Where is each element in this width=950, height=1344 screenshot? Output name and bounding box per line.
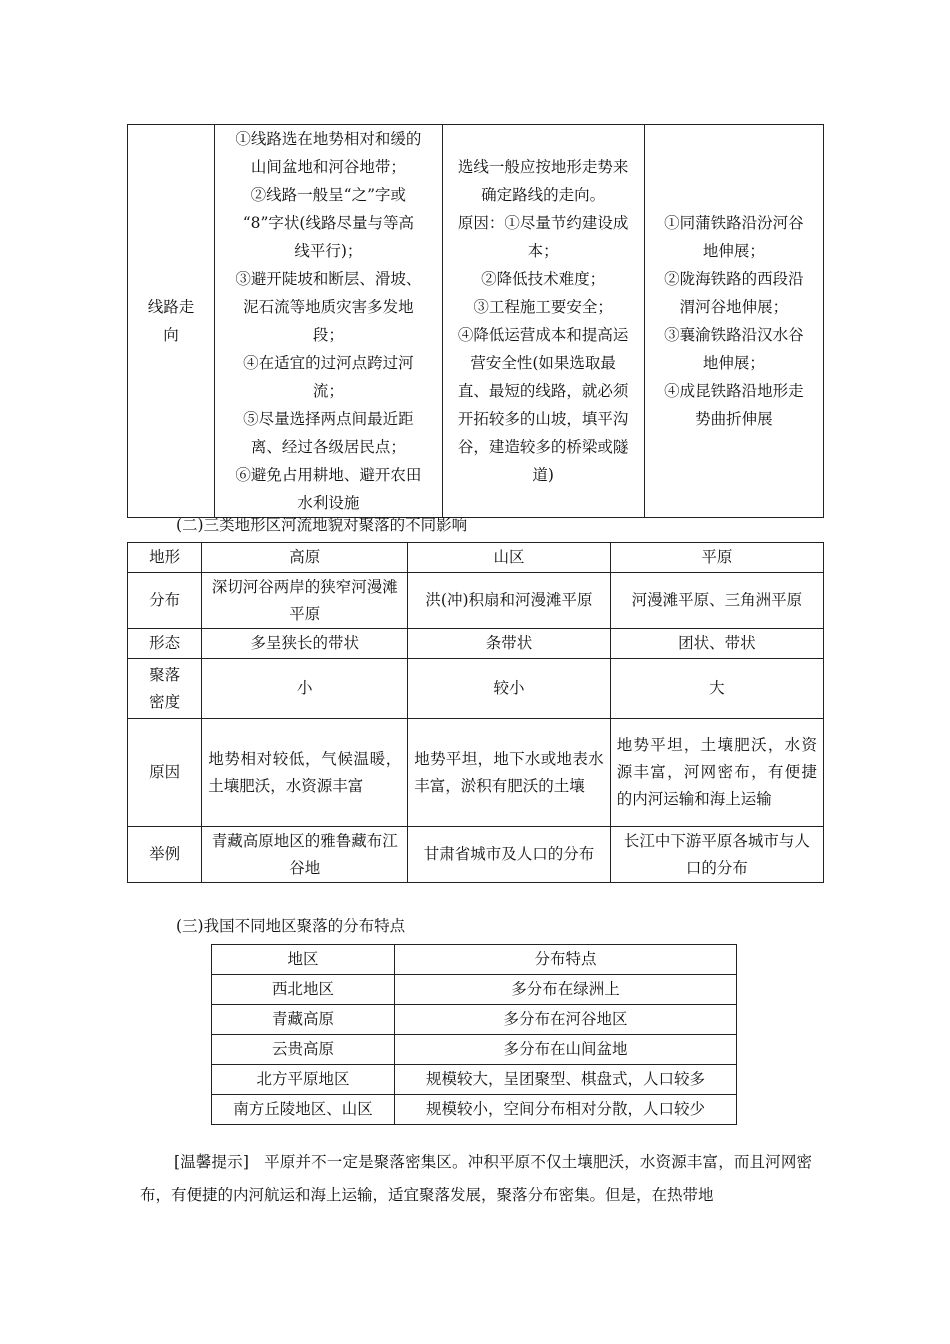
cell-line: ①线路选在地势相对和缓的 bbox=[235, 130, 422, 148]
cell-line: 形态 bbox=[149, 634, 181, 652]
cell-line: 地伸展； bbox=[702, 354, 765, 372]
table-row bbox=[212, 1005, 737, 1035]
table-cell: 多分布在河谷地区 bbox=[395, 1005, 737, 1035]
table-cell: 长江中下游平原各城市与人口的分布 bbox=[610, 827, 823, 883]
cell-line: ②降低技术难度； bbox=[481, 270, 606, 288]
tip-paragraph bbox=[140, 1146, 812, 1212]
table-cell: 大 bbox=[610, 659, 823, 719]
table-cell: 团状、带状 bbox=[610, 629, 823, 659]
section-title: (二)三类地形区河流地貌对聚落的不同影响 bbox=[176, 516, 468, 534]
cell-line: 分布 bbox=[149, 591, 181, 609]
cell-line: 流； bbox=[312, 382, 344, 400]
row-label-cell bbox=[128, 629, 202, 659]
table-cell: 地势相对较低，气候温暖，土壤肥沃，水资源丰富 bbox=[202, 719, 408, 827]
cell-line: 段； bbox=[312, 326, 344, 344]
header-cell: 高原 bbox=[202, 543, 408, 573]
reasons-cell bbox=[442, 125, 644, 518]
cell-line: “8”字状(线路尽量与等高 bbox=[242, 214, 414, 232]
table-cell: 小 bbox=[202, 659, 408, 719]
header-cell: 平原 bbox=[610, 543, 823, 573]
cell-line: 道) bbox=[532, 466, 554, 484]
header-cell: 地形 bbox=[128, 543, 202, 573]
cell-line: 举例 bbox=[149, 845, 181, 863]
table-cell: 规模较小，空间分布相对分散，人口较少 bbox=[395, 1095, 737, 1125]
table-row bbox=[212, 1095, 737, 1125]
cell-line: ⑥避免占用耕地、避开农田 bbox=[235, 466, 422, 484]
table-cell: 河漫滩平原、三角洲平原 bbox=[610, 573, 823, 629]
cell-line: 泥石流等地质灾害多发地 bbox=[243, 298, 414, 316]
cell-line: 营安全性(如果选取最 bbox=[470, 354, 616, 372]
cell-line: ③避开陡坡和断层、滑坡、 bbox=[235, 270, 422, 288]
tip-text: 平原并不一定是聚落密集区。冲积平原不仅土壤肥沃，水资源丰富，而且河网密布，有便捷的内河航运和海上运输，适宜聚落发展，聚落分布密集。但是，在热带地 bbox=[140, 1153, 812, 1204]
examples-cell bbox=[644, 125, 823, 518]
row-label-cell bbox=[128, 827, 202, 883]
table-row bbox=[212, 1035, 737, 1065]
table-row bbox=[212, 1065, 737, 1095]
cell-line: 开拓较多的山坡，填平沟 bbox=[457, 410, 629, 428]
table-cell: 西北地区 bbox=[212, 975, 395, 1005]
region-settlement-table bbox=[211, 944, 737, 1125]
header-cell: 山区 bbox=[408, 543, 610, 573]
table-row bbox=[128, 827, 824, 883]
table-cell: 条带状 bbox=[408, 629, 610, 659]
cell-line: ②线路一般呈“之”字或 bbox=[250, 186, 407, 204]
cell-line: 原因 bbox=[149, 763, 181, 781]
cell-line: ④降低运营成本和提高运 bbox=[457, 326, 629, 344]
landform-settlement-table bbox=[127, 542, 824, 883]
table-cell: 深切河谷两岸的狭窄河漫滩平原 bbox=[202, 573, 408, 629]
table-row bbox=[128, 573, 824, 629]
table-cell: 较小 bbox=[408, 659, 610, 719]
cell-line: ③襄渝铁路沿汉水谷 bbox=[664, 326, 804, 344]
cell-line: 向 bbox=[163, 326, 179, 344]
cell-line: 势曲折伸展 bbox=[695, 410, 773, 428]
cell-line: 山间盆地和河谷地带； bbox=[250, 158, 406, 176]
cell-line: 密度 bbox=[149, 692, 181, 711]
cell-line: 原因：①尽量节约建设成 bbox=[457, 214, 629, 232]
row-label-cell bbox=[128, 719, 202, 827]
row-label-cell bbox=[128, 659, 202, 719]
cell-line: ③工程施工要安全； bbox=[473, 298, 613, 316]
cell-line: 聚落 bbox=[149, 665, 181, 684]
table-cell: 地势平坦，地下水或地表水丰富，淤积有肥沃的土壤 bbox=[408, 719, 610, 827]
table-cell: 青藏高原地区的雅鲁藏布江谷地 bbox=[202, 827, 408, 883]
cell-line: 渭河谷地伸展； bbox=[679, 298, 789, 316]
header-cell: 地区 bbox=[212, 945, 395, 975]
route-direction-table bbox=[127, 124, 824, 518]
cell-line: 离、经过各级居民点； bbox=[250, 438, 406, 456]
cell-line: 水利设施 bbox=[297, 494, 360, 512]
row-header-cell bbox=[128, 125, 215, 518]
cell-line: ⑤尽量选择两点间最近距 bbox=[243, 410, 414, 428]
table-cell: 北方平原地区 bbox=[212, 1065, 395, 1095]
table-cell: 多分布在绿洲上 bbox=[395, 975, 737, 1005]
cell-line: 选线一般应按地形走势来 bbox=[457, 158, 629, 176]
cell-line: 线路走 bbox=[147, 298, 195, 316]
table-row bbox=[128, 659, 824, 719]
cell-line: 线平行)； bbox=[294, 242, 363, 260]
tip-label: [温馨提示] bbox=[174, 1153, 249, 1171]
cell-line: 地伸展； bbox=[702, 242, 765, 260]
row-label-cell bbox=[128, 573, 202, 629]
table-row bbox=[128, 719, 824, 827]
table-row bbox=[212, 975, 737, 1005]
table-row bbox=[128, 629, 824, 659]
table-cell: 青藏高原 bbox=[212, 1005, 395, 1035]
cell-line: ②陇海铁路的西段沿 bbox=[664, 270, 804, 288]
table-cell: 甘肃省城市及人口的分布 bbox=[408, 827, 610, 883]
table-cell: 南方丘陵地区、山区 bbox=[212, 1095, 395, 1125]
table-cell: 洪(冲)积扇和河漫滩平原 bbox=[408, 573, 610, 629]
table-cell: 规模较大，呈团聚型、棋盘式，人口较多 bbox=[395, 1065, 737, 1095]
table-cell: 多呈狭长的带状 bbox=[202, 629, 408, 659]
table-cell: 云贵高原 bbox=[212, 1035, 395, 1065]
cell-line: 本； bbox=[527, 242, 559, 260]
cell-line: 谷，建造较多的桥梁或隧 bbox=[457, 438, 629, 456]
table-cell: 多分布在山间盆地 bbox=[395, 1035, 737, 1065]
cell-line: 确定路线的走向。 bbox=[481, 186, 606, 204]
section-title: (三)我国不同地区聚落的分布特点 bbox=[176, 917, 406, 935]
cell-line: ④成昆铁路沿地形走 bbox=[664, 382, 804, 400]
table-cell: 地势平坦，土壤肥沃，水资源丰富，河网密布，有便捷的内河运输和海上运输 bbox=[610, 719, 823, 827]
header-cell: 分布特点 bbox=[395, 945, 737, 975]
table-header-row bbox=[212, 945, 737, 975]
table-row bbox=[128, 125, 824, 518]
cell-line: 直、最短的线路，就必须 bbox=[457, 382, 629, 400]
principles-cell bbox=[215, 125, 443, 518]
cell-line: ④在适宜的过河点跨过河 bbox=[243, 354, 414, 372]
cell-line: ①同蒲铁路沿汾河谷 bbox=[664, 214, 804, 232]
table-header-row bbox=[128, 543, 824, 573]
